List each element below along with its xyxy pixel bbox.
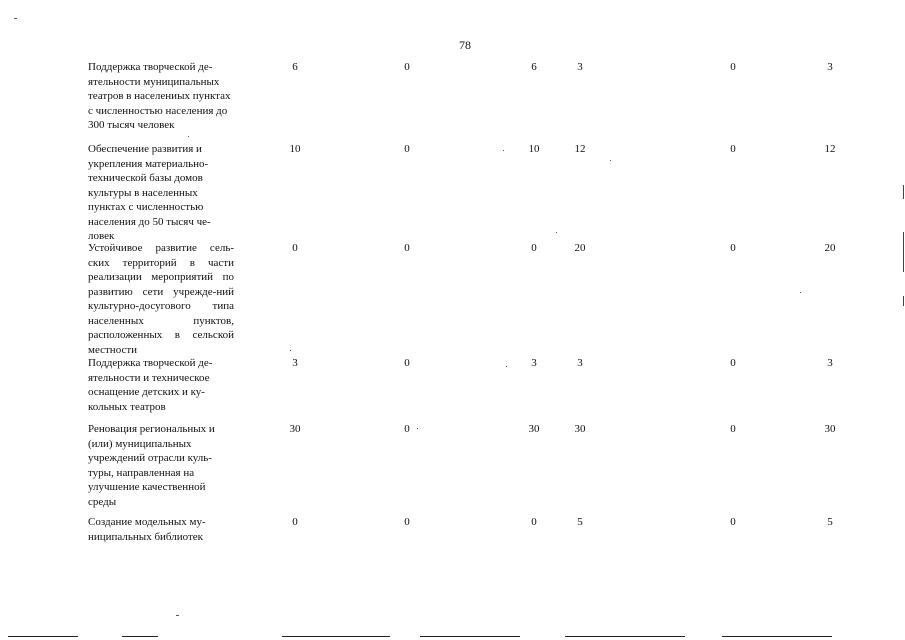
table-cell: 0 [730, 143, 736, 155]
row-label: Реновация региональных и (или) муниципальных учреждений отрасли куль-туры, направленная на улучшение качественной среды [88, 423, 215, 508]
table-cell: 0 [531, 516, 537, 528]
row-label: Поддержка творческой де-ятельности и техническое оснащение детских и ку-кольных театров [88, 357, 213, 413]
table-cell: 0 [404, 423, 410, 435]
scan-speck [610, 160, 611, 161]
table-cell: 0 [404, 61, 410, 73]
table-cell: 5 [577, 516, 583, 528]
scan-speck [290, 350, 291, 351]
table-cell: 30 [824, 423, 836, 435]
row-label: Обеспечение развития и укрепления материально-технической базы домов культуры в населенных пунктах с численностью населения до 50 тысяч че-ловек [88, 143, 211, 242]
scan-speck [800, 292, 801, 293]
table-cell: 3 [577, 357, 583, 369]
table-cell: 12 [574, 143, 586, 155]
table-cell: 3 [531, 357, 537, 369]
table-cell: 20 [574, 242, 586, 254]
table-cell: 10 [528, 143, 540, 155]
row-label: Создание модельных му-ниципальных библиотек [88, 516, 206, 543]
table-cell: 0 [404, 516, 410, 528]
table-cell: 0 [292, 242, 298, 254]
table-border-fragment [122, 636, 158, 637]
table-cell: 30 [528, 423, 540, 435]
page-number: 78 [459, 38, 471, 52]
table-cell: 30 [289, 423, 301, 435]
scan-edge-line [903, 296, 904, 306]
table-border-fragment [420, 636, 520, 637]
table-cell: 30 [574, 423, 586, 435]
scan-edge-line [903, 232, 904, 272]
table-cell: 0 [730, 516, 736, 528]
row-label: Поддержка творческой де-ятельности муниципальных театров в населениых пунктах с численностью населения до 300 тысяч человек [88, 61, 231, 131]
table-cell: 6 [531, 61, 537, 73]
table-cell: 10 [289, 143, 301, 155]
table-cell: 0 [531, 242, 537, 254]
table-border-fragment [565, 636, 685, 637]
scan-speck [188, 136, 189, 137]
table-cell: 3 [827, 357, 833, 369]
table-cell: 12 [824, 143, 836, 155]
table-cell: 6 [292, 61, 298, 73]
table-border-fragment [282, 636, 390, 637]
table-cell: 0 [404, 242, 410, 254]
scan-speck [503, 150, 504, 151]
table-border-fragment [722, 636, 832, 637]
scan-edge-line [903, 185, 904, 199]
table-border-fragment [8, 636, 78, 637]
scan-speck [14, 18, 17, 19]
table-cell: 0 [730, 357, 736, 369]
table-cell: 3 [292, 357, 298, 369]
scan-speck [417, 428, 418, 429]
table-cell: 20 [824, 242, 836, 254]
table-cell: 0 [730, 423, 736, 435]
table-cell: 5 [827, 516, 833, 528]
table-cell: 3 [577, 61, 583, 73]
scan-speck [506, 366, 507, 367]
table-cell: 0 [404, 143, 410, 155]
table-cell: 0 [730, 61, 736, 73]
scan-speck [176, 615, 179, 616]
table-cell: 3 [827, 61, 833, 73]
table-cell: 0 [404, 357, 410, 369]
row-label: Устойчивое развитие сель-ских территорий в части реализации мероприятий по развитию сети учрежде-ний культурно-досугового типа населенных пунктов, расположенных в сельской местности [88, 242, 234, 356]
table-cell: 0 [730, 242, 736, 254]
scan-speck [556, 232, 557, 233]
table-cell: 0 [292, 516, 298, 528]
